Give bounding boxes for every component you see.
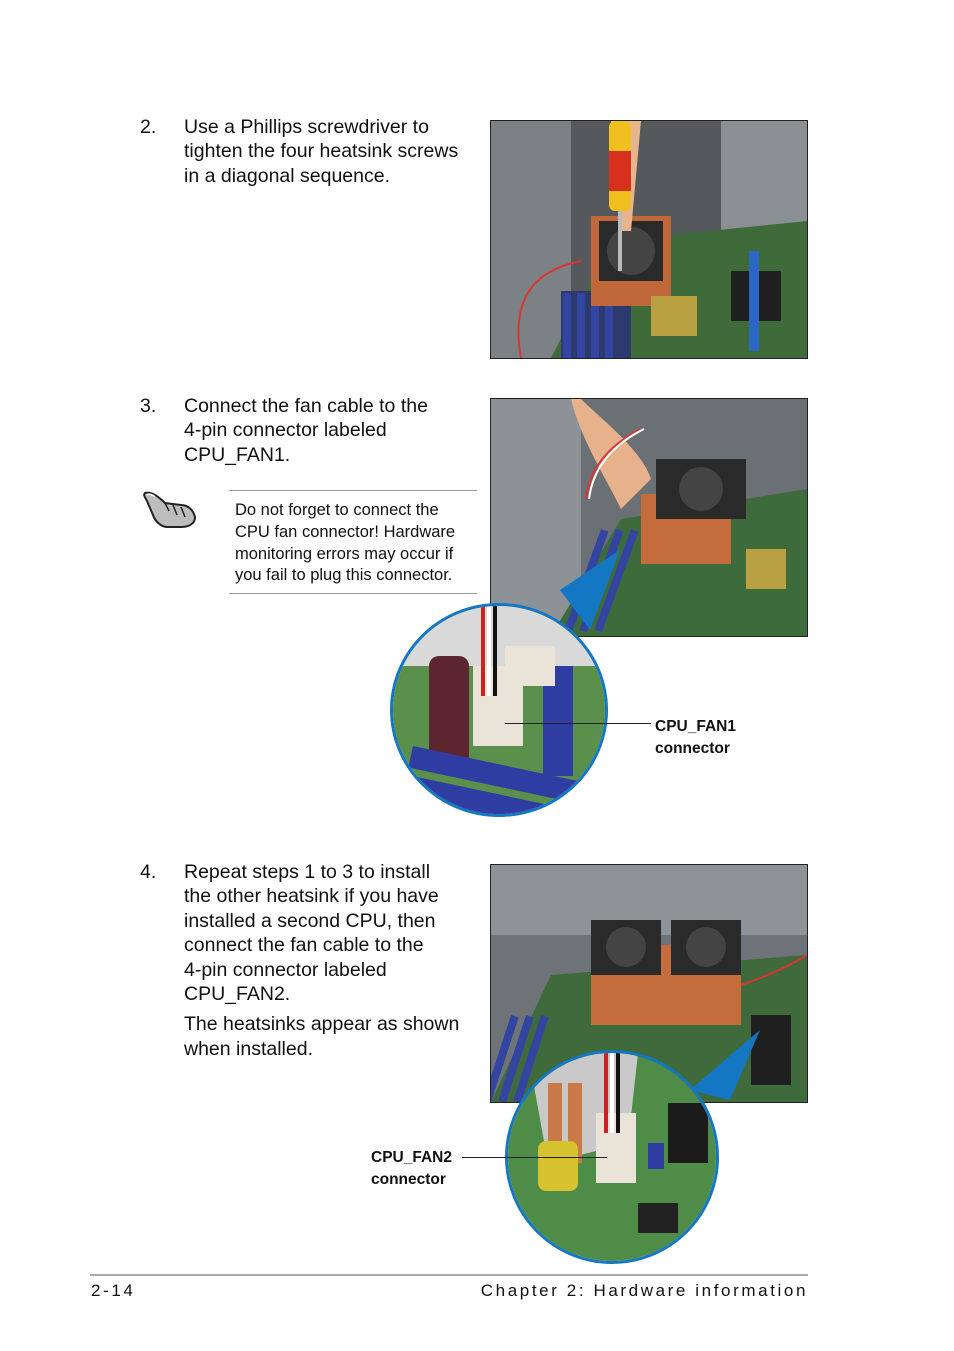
- step-line: CPU_FAN1.: [184, 443, 291, 466]
- note-line: CPU fan connector! Hardware: [235, 522, 456, 541]
- note-line: you fail to plug this connector.: [235, 566, 453, 585]
- hand-pointing-icon: [141, 487, 199, 531]
- callout-cpu-fan1: [655, 716, 736, 760]
- step-line: 4-pin connector labeled: [184, 958, 387, 981]
- zoom-cpu-fan1-connector: [390, 603, 608, 817]
- callout-line-fan2: [462, 1157, 607, 1158]
- page-number: 2-14: [91, 1281, 136, 1300]
- step-number: 4.: [140, 861, 157, 883]
- step-line: connect the fan cable to the: [184, 934, 424, 957]
- step-text: [184, 860, 459, 1061]
- step-line: Repeat steps 1 to 3 to install: [184, 861, 431, 883]
- callout-line: connector: [371, 1171, 446, 1188]
- callout-line: CPU_FAN2: [371, 1149, 452, 1166]
- step-line: 4-pin connector labeled: [184, 419, 387, 442]
- caution-note: [229, 490, 477, 594]
- step-line: tighten the four heatsink screws: [184, 140, 459, 163]
- step-text: [184, 115, 458, 188]
- photo-connecting-fan-cable: [490, 398, 808, 637]
- step-line: the other heatsink if you have: [184, 885, 439, 908]
- step-line: Connect the fan cable to the: [184, 395, 428, 417]
- callout-line: connector: [655, 740, 730, 757]
- note-line: monitoring errors may occur if: [235, 544, 454, 563]
- note-text: [235, 500, 455, 587]
- step-line: CPU_FAN2.: [184, 983, 291, 1006]
- step-line: when installed.: [184, 1037, 313, 1060]
- step-line: The heatsinks appear as shown: [184, 1013, 460, 1036]
- step-number: 2.: [140, 116, 157, 138]
- zoom-pointer-fan2: [690, 1030, 760, 1100]
- step-line: in a diagonal sequence.: [184, 164, 390, 187]
- callout-line-fan1: [505, 723, 651, 724]
- chapter-title: Chapter 2: Hardware information: [480, 1281, 808, 1300]
- step-line: installed a second CPU, then: [184, 909, 436, 932]
- step-line: Use a Phillips screwdriver to: [184, 116, 429, 138]
- zoom-pointer-fan1: [560, 550, 620, 630]
- footer-rule: [90, 1274, 808, 1276]
- note-line: Do not forget to connect the: [235, 501, 439, 519]
- callout-line: CPU_FAN1: [655, 718, 736, 735]
- step-text: [184, 394, 428, 467]
- step-number: 3.: [140, 395, 157, 417]
- photo-tightening-screws: [490, 120, 808, 359]
- callout-cpu-fan2: [371, 1147, 452, 1191]
